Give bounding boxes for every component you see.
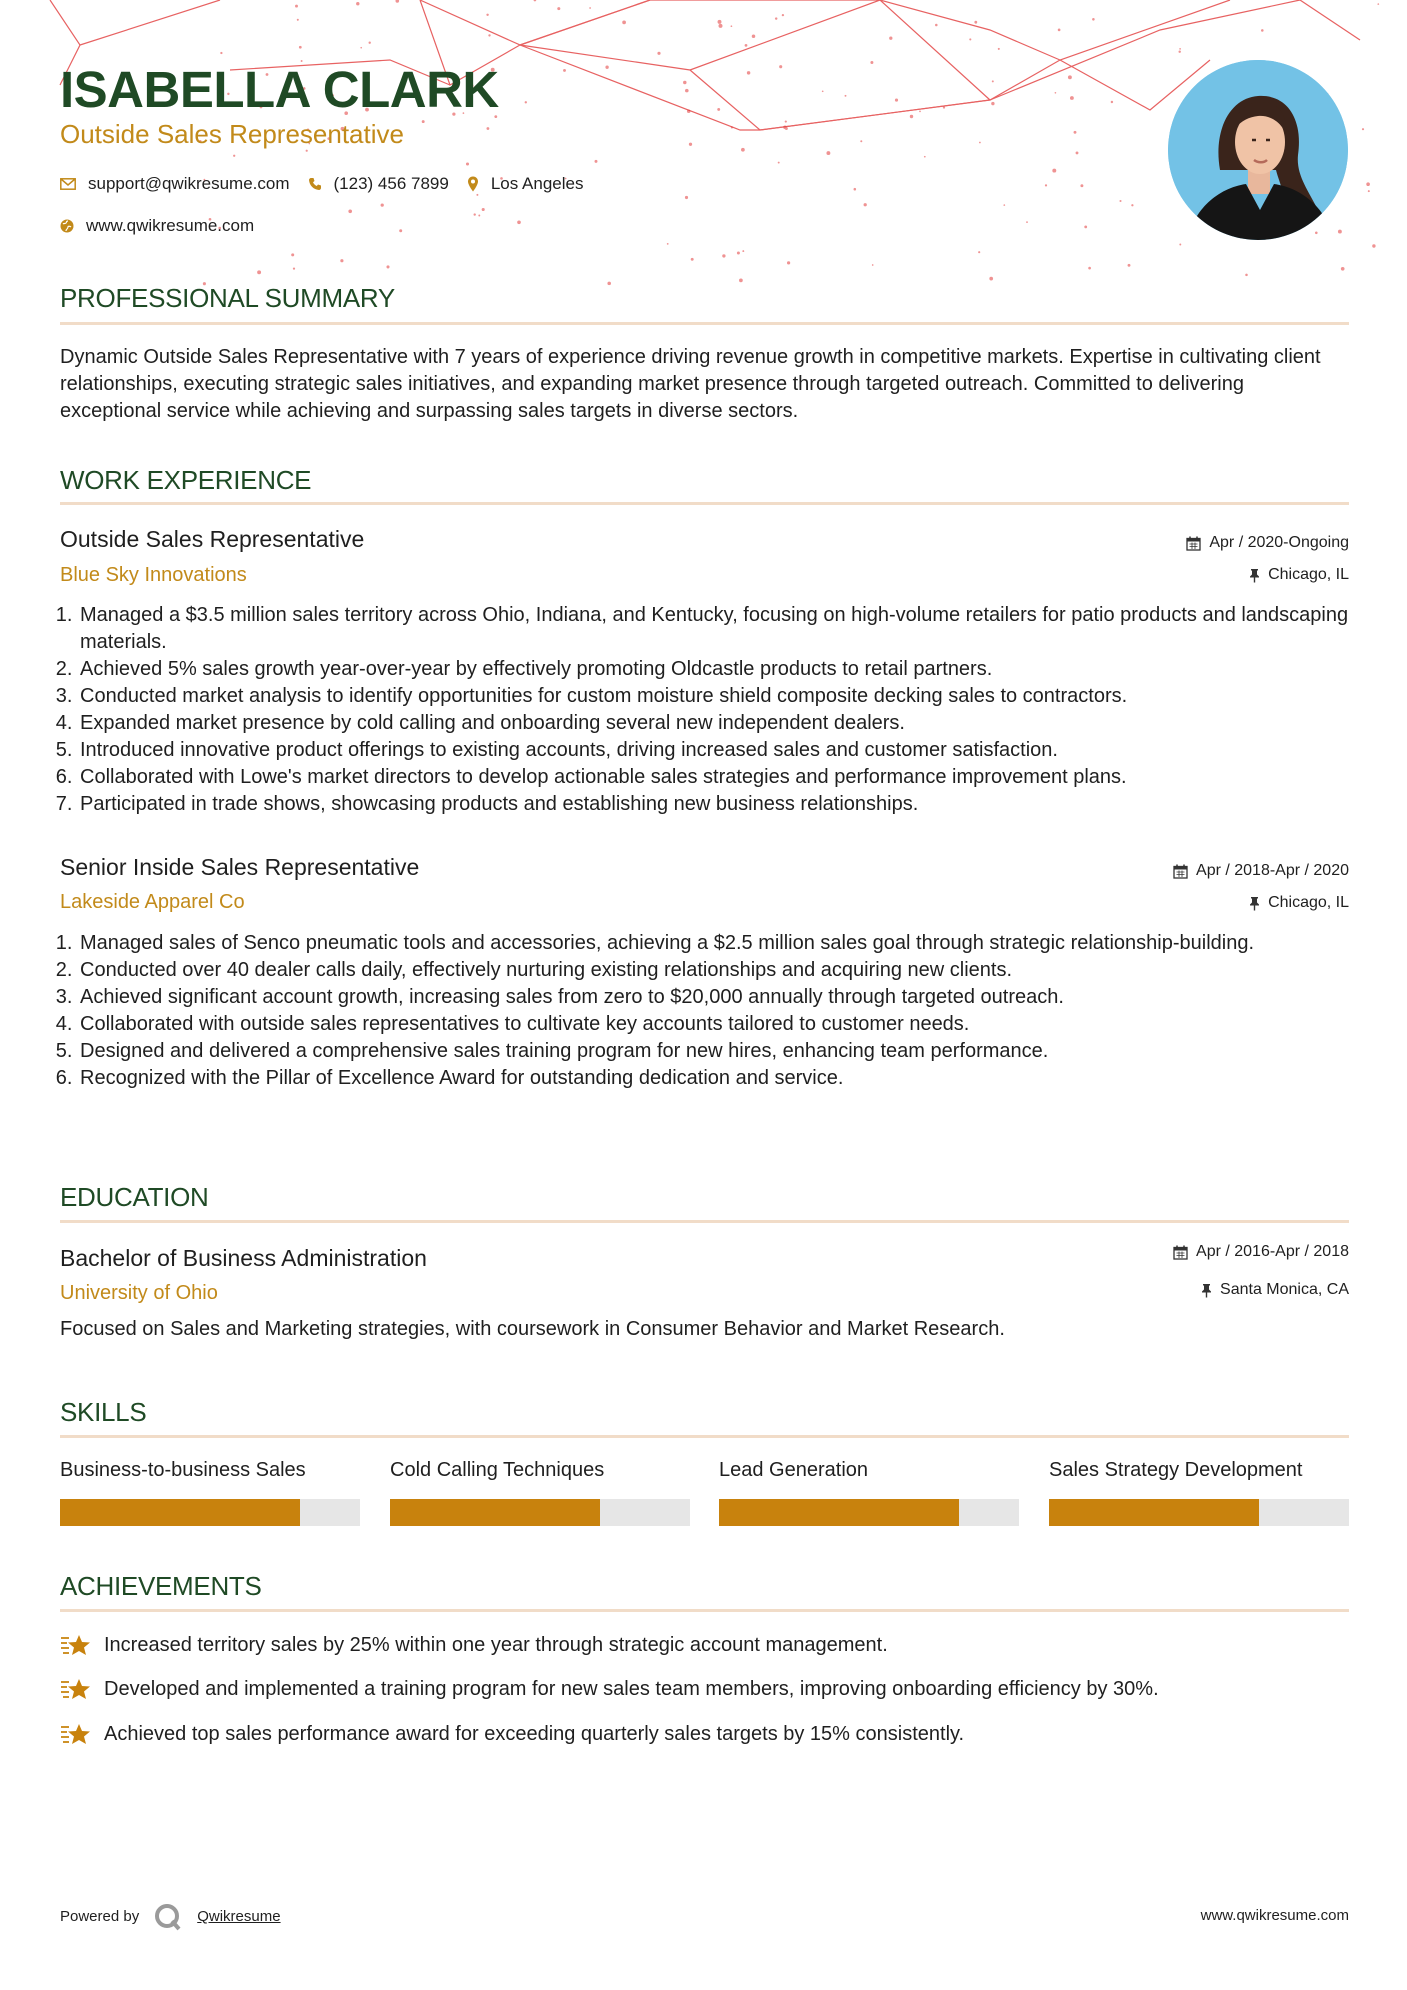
experience-heading: WORK EXPERIENCE: [60, 465, 312, 495]
summary-text: Dynamic Outside Sales Representative with 7 years of experience driving revenue growth in competitive markets. Expertise in cultivating client relationships, executing strategic sales initiatives, and expanding market presence through targeted outreach. Committed to delivering exceptional service while achieving and surpassing sales targets in diverse sectors.: [60, 346, 1321, 422]
globe-icon: [60, 219, 74, 233]
avatar: [1168, 60, 1348, 240]
list-item: 6. Recognized with the Pillar of Excellence Award for outstanding dedication and service.: [78, 1065, 1368, 1092]
job-location-text: Chicago, IL: [1268, 566, 1349, 583]
list-item: 1. Managed a $3.5 million sales territory across Ohio, Indiana, and Kentucky, focusing on high-volume retailers for patio products and landscaping materials.: [78, 602, 1368, 656]
job-dates-text: Apr / 2018-Apr / 2020: [1196, 862, 1349, 879]
candidate-role: Outside Sales Representative: [60, 119, 404, 149]
list-item: 5. Designed and delivered a comprehensive sales training program for new hires, enhancing team performance.: [78, 1038, 1368, 1065]
contact-row: [60, 174, 583, 194]
location-text: Los Angeles: [490, 174, 584, 193]
email-link[interactable]: support@qwikresume.com: [88, 174, 290, 193]
job-title: Senior Inside Sales Representative: [60, 854, 420, 880]
calendar-icon: [1186, 536, 1201, 551]
education-description: Focused on Sales and Marketing strategies, with coursework in Consumer Behavior and Market Research.: [60, 1318, 1005, 1340]
phone-icon: [308, 177, 322, 191]
skills-heading: SKILLS: [60, 1397, 147, 1427]
list-item: 3. Achieved significant account growth, increasing sales from zero to $20,000 annually through targeted outreach.: [78, 984, 1368, 1011]
achievements-heading: ACHIEVEMENTS: [60, 1571, 262, 1601]
skill-bar-fill: [60, 1499, 300, 1526]
skill-bar-track: [60, 1499, 360, 1526]
skill-bar-track: [719, 1499, 1019, 1526]
job-dates: [1186, 533, 1349, 553]
calendar-icon: [1173, 864, 1188, 879]
job-location-text: Chicago, IL: [1268, 894, 1349, 911]
list-item: 1. Managed sales of Senco pneumatic tools and accessories, achieving a $2.5 million sales goal through strategic relationship-building.: [78, 930, 1368, 957]
job-bullets: [60, 602, 1368, 818]
job-location: [1249, 565, 1349, 585]
section-divider: [60, 502, 1349, 505]
list-item: 4. Expanded market presence by cold calling and onboarding several new independent dealers.: [78, 710, 1368, 737]
section-divider: [60, 1220, 1349, 1223]
skill-bar-track: [1049, 1499, 1349, 1526]
skill-bar-fill: [719, 1499, 959, 1526]
education-heading: EDUCATION: [60, 1182, 209, 1212]
list-item: 4. Collaborated with outside sales representatives to cultivate key accounts tailored to customer needs.: [78, 1011, 1368, 1038]
company-name: Lakeside Apparel Co: [60, 891, 245, 913]
powered-by-label: Powered by: [60, 1908, 140, 1925]
job-dates-text: Apr / 2020-Ongoing: [1209, 534, 1349, 551]
website-row: [60, 216, 254, 236]
skill-item: [60, 1457, 360, 1526]
qwikresume-link[interactable]: Qwikresume: [197, 1908, 281, 1925]
footer-url[interactable]: www.qwikresume.com: [1200, 1907, 1349, 1924]
list-item: 6. Collaborated with Lowe's market directors to develop actionable sales strategies and performance improvement plans.: [78, 764, 1368, 791]
footer-left: [60, 1902, 281, 1932]
website-link[interactable]: www.qwikresume.com: [86, 216, 255, 235]
list-item: 2. Achieved 5% sales growth year-over-year by effectively promoting Oldcastle products to retail partners.: [78, 656, 1368, 683]
pushpin-icon: [1201, 1283, 1212, 1298]
skill-bar-track: [390, 1499, 690, 1526]
degree-title: Bachelor of Business Administration: [60, 1245, 427, 1271]
list-item: 2. Conducted over 40 dealer calls daily, effectively nurturing existing relationships and acquiring new clients.: [78, 957, 1368, 984]
location-pin-icon: [467, 176, 479, 192]
pushpin-icon: [1249, 896, 1260, 911]
job-title: Outside Sales Representative: [60, 526, 365, 552]
achievement-item: [60, 1676, 1159, 1702]
achievement-item: [60, 1721, 964, 1747]
list-item: 7. Participated in trade shows, showcasing products and establishing new business relationships.: [78, 791, 1368, 818]
envelope-icon: [60, 178, 76, 190]
achievement-text: Developed and implemented a training program for new sales team members, improving onboarding efficiency by 30%.: [104, 1678, 1159, 1700]
skill-item: [390, 1457, 690, 1526]
summary-heading: PROFESSIONAL SUMMARY: [60, 283, 395, 313]
school-name: University of Ohio: [60, 1282, 218, 1304]
section-divider: [60, 1609, 1349, 1612]
star-achievement-icon: [60, 1632, 92, 1658]
qwikresume-logo: [153, 1902, 183, 1932]
skill-item: [719, 1457, 1019, 1526]
education-dates-text: Apr / 2016-Apr / 2018: [1196, 1243, 1349, 1260]
candidate-name: ISABELLA CLARK: [60, 61, 499, 118]
education-location-text: Santa Monica, CA: [1220, 1281, 1349, 1298]
skill-label: Business-to-business Sales: [60, 1459, 306, 1481]
pushpin-icon: [1249, 568, 1260, 583]
phone-number[interactable]: (123) 456 7899: [333, 174, 449, 193]
company-name: Blue Sky Innovations: [60, 564, 247, 586]
job-location: [1249, 893, 1349, 913]
skill-label: Lead Generation: [719, 1459, 869, 1481]
skill-label: Cold Calling Techniques: [390, 1459, 605, 1481]
achievement-item: [60, 1632, 888, 1658]
achievement-text: Increased territory sales by 25% within one year through strategic account management.: [104, 1634, 888, 1656]
skill-bar-fill: [1049, 1499, 1259, 1526]
calendar-icon: [1173, 1245, 1188, 1260]
list-item: 5. Introduced innovative product offerings to existing accounts, driving increased sales and customer satisfaction.: [78, 737, 1368, 764]
achievement-text: Achieved top sales performance award for exceeding quarterly sales targets by 15% consistently.: [104, 1723, 965, 1745]
skill-item: [1049, 1457, 1349, 1526]
job-dates: [1173, 861, 1349, 881]
education-dates: [1173, 1242, 1349, 1262]
education-location: [1201, 1280, 1349, 1300]
section-divider: [60, 322, 1349, 325]
skill-label: Sales Strategy Development: [1049, 1459, 1303, 1481]
profile-photo: [1168, 60, 1348, 240]
job-bullets: [60, 930, 1368, 1092]
skill-bar-fill: [390, 1499, 600, 1526]
section-divider: [60, 1435, 1349, 1438]
list-item: 3. Conducted market analysis to identify opportunities for custom moisture shield composite decking sales to contractors.: [78, 683, 1368, 710]
star-achievement-icon: [60, 1721, 92, 1747]
star-achievement-icon: [60, 1676, 92, 1702]
